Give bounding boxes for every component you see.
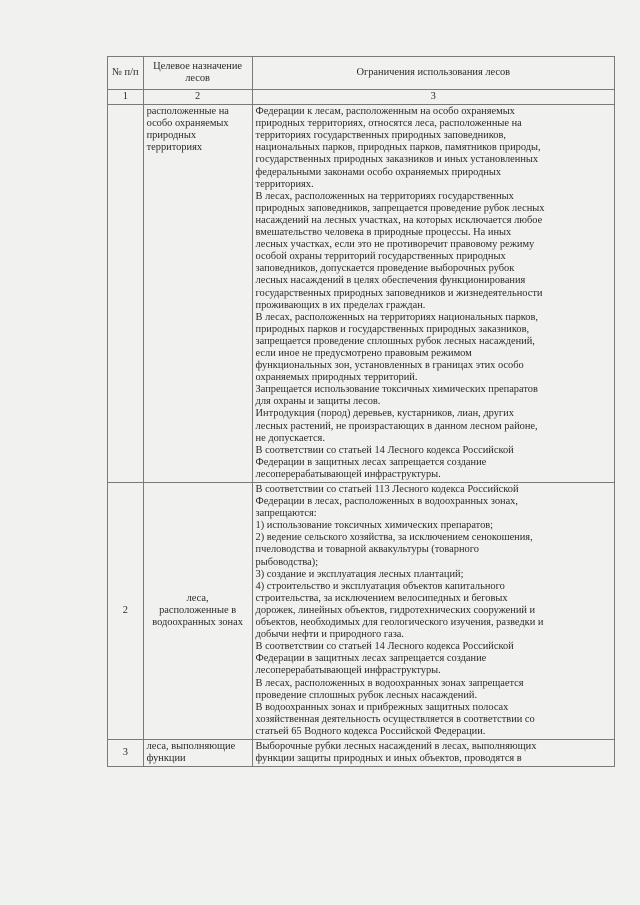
header-row [108,57,615,90]
restriction-line: природных заповедников, запрещается проведение рубок лесных [255,202,545,214]
restriction-line: федеральными законами особо охраняемых природных [255,166,502,178]
column-number: 2 [143,90,252,105]
restriction-line: строительства, за исключением велосипедных и беговых [255,592,508,604]
restriction-line: проживающих в их пределах граждан. [255,299,426,311]
restriction-line: добычи нефти и природного газа. [255,629,405,641]
restriction-line: запрещается проведение сплошных рубок лесных насаждений, [255,335,535,347]
column-number-row [108,90,615,105]
restriction-line: особой охраны территорий государственных природных [255,251,506,263]
restriction-line: В соответствии со статьей 113 Лесного кодекса Российской [255,484,519,495]
row-purpose [143,739,252,766]
restriction-line: Запрещается использование токсичных химических препаратов [255,384,538,396]
purpose-line: леса, [186,592,209,604]
row-restrictions [252,105,614,483]
purpose-line: особо охраняемых [146,118,229,130]
restriction-line: Федерации в защитных лесах запрещается создание [255,456,487,468]
restriction-line: В водоохранных зонах и прибрежных защитных полосах [255,701,509,713]
restriction-line: охраняемых природных территорий. [255,372,418,384]
forest-restrictions-table [107,56,615,767]
restriction-line: Федерации в лесах, расположенных в водоохранных зонах, [255,496,518,508]
restriction-line: функциональных зон, установленных в границах этих особо [255,360,524,372]
restriction-line: для охраны и защиты лесов. [255,396,381,408]
restriction-line: статьей 65 Водного кодекса Российской Федерации. [255,725,486,737]
restriction-line: запрещаются: [255,508,317,520]
restriction-line: 1) использование токсичных химических препаратов; [255,520,494,532]
row-restrictions [252,739,614,766]
restriction-line: вмешательство человека в природные процессы. На иных [255,227,512,239]
restriction-line: 3) создание и эксплуатация лесных плантаций; [255,568,464,580]
restriction-line: территориях государственных природных заповедников, [255,130,506,142]
restriction-line: лесных насаждений в целях обеспечения функционирования [255,275,526,287]
purpose-line: леса, выполняющие [146,740,236,752]
column-number: 1 [108,90,144,105]
restriction-line: не допускается. [255,432,325,444]
restriction-line: заповедников, допускается проведение выборочных рубок [255,263,515,275]
restriction-line: природных парков и государственных природных заказников, [255,323,530,335]
purpose-line: функции [146,753,186,765]
row-number: 3 [108,739,144,766]
restriction-line: хозяйственная деятельность осуществляется в соответствии со [255,713,535,725]
restriction-line: Федерации в защитных лесах запрещается создание [255,653,487,665]
header-restrictions: Ограничения использования лесов [252,57,614,90]
header-number: № п/п [108,57,144,90]
restriction-line: лесных растений, не произрастающих в данном лесном районе, [255,420,538,432]
restriction-line: 2) ведение сельского хозяйства, за исключением сенокошения, [255,532,533,544]
restriction-line: лесоперерабатывающей инфраструктуры. [255,468,441,480]
table-row [108,105,615,483]
restriction-line: территориях. [255,178,314,190]
restriction-line: национальных парков, природных парков, памятников природы, [255,142,541,154]
column-number: 3 [252,90,614,105]
restriction-line: 4) строительство и эксплуатация объектов капитального [255,580,505,592]
purpose-line: расположенные на [146,106,229,118]
table-row [108,739,615,766]
purpose-line: природных [146,130,197,142]
row-purpose [143,105,252,483]
purpose-line: водоохранных зонах [152,617,243,629]
restriction-line: Федерации к лесам, расположенным на особо охраняемых [255,106,515,118]
table-row [108,483,615,740]
restriction-line: государственных природных заповедников и жизнедеятельности [255,287,543,299]
restriction-line: В соответствии со статьей 14 Лесного кодекса Российской [255,641,514,653]
purpose-line: территориях [146,142,203,154]
restriction-line: В лесах, расположенных на территориях национальных парков, [255,311,538,323]
purpose-line: расположенные в [159,604,237,616]
row-purpose [143,483,252,740]
restriction-line: государственных природных заказников и иных установленных [255,154,539,166]
restriction-line: насаждений на лесных участках, на которых исключается любое [255,214,543,226]
restriction-line: лесных участках, если это не противоречит правовому режиму [255,239,535,251]
restriction-line: если иное не предусмотрено правовым режимом [255,347,472,359]
row-number: 2 [108,483,144,740]
restriction-line: В соответствии со статьей 14 Лесного кодекса Российской [255,444,514,456]
restriction-line: объектов, необходимых для геологического изучения, разведки и [255,617,544,629]
restriction-line: Интродукция (пород) деревьев, кустарников, лиан, других [255,408,514,420]
restriction-line: проведение сплошных рубок лесных насаждений. [255,689,478,701]
row-restrictions [252,483,614,740]
restriction-line: природных территориях, относятся леса, расположенные на [255,118,522,130]
restriction-line: функции защиты природных и иных объектов, проводятся в [255,753,522,765]
row-number [108,105,144,483]
restriction-line: Выборочные рубки лесных насаждений в лесах, выполняющих [255,740,537,752]
restriction-line: дорожек, линейных объектов, гидротехнических сооружений и [255,604,536,616]
restriction-line: пчеловодства и товарной аквакультуры (товарного [255,544,479,556]
restriction-line: В лесах, расположенных на территориях государственных [255,190,514,202]
restriction-line: рыбоводства); [255,556,319,568]
header-purpose: Целевое назначение лесов [143,57,252,90]
restriction-line: лесоперерабатывающей инфраструктуры. [255,665,441,677]
restriction-line: В лесах, расположенных в водоохранных зонах запрещается [255,677,524,689]
